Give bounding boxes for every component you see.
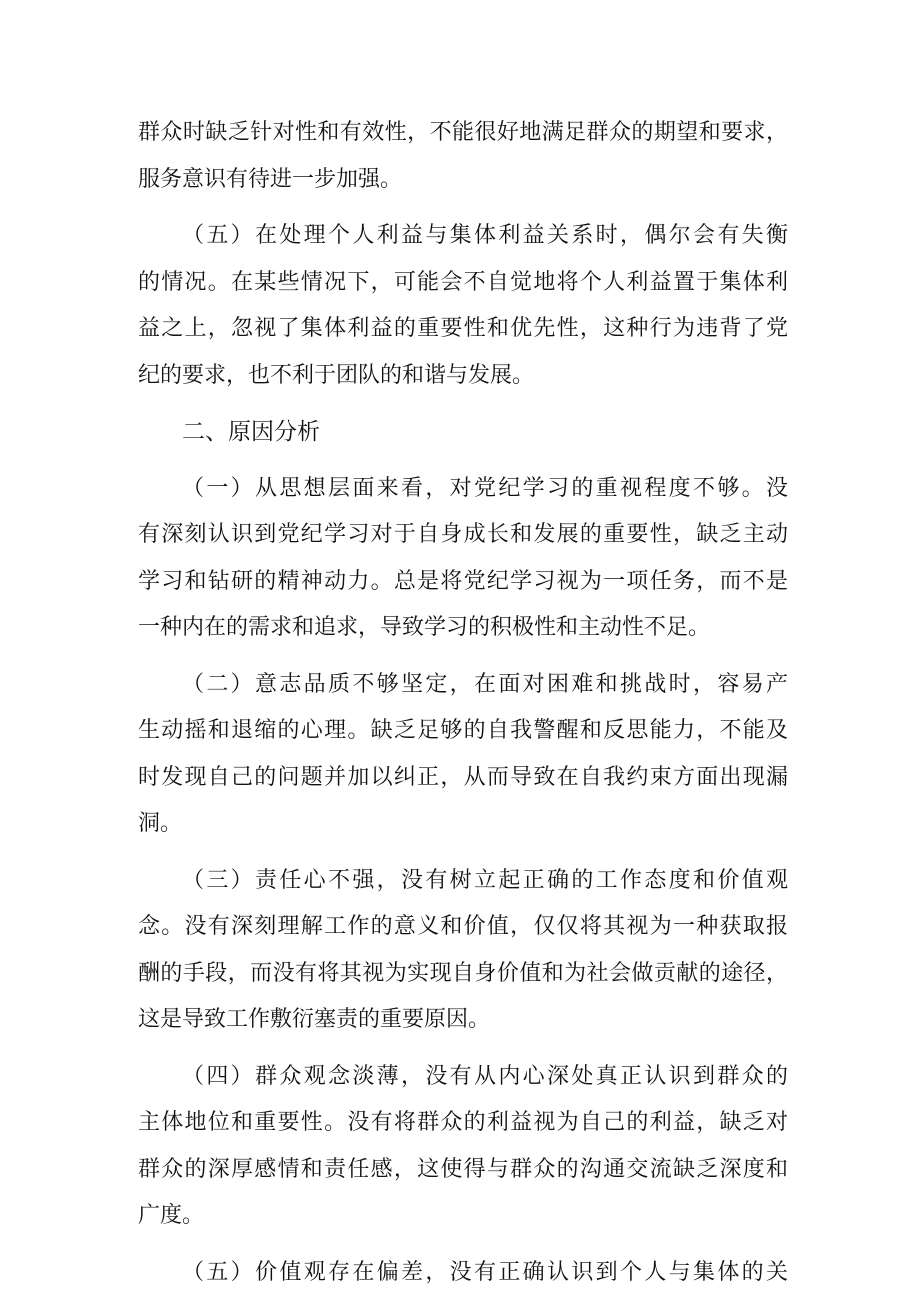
paragraph-line: 一种内在的需求和追求，导致学习的积极性和主动性不足。 xyxy=(138,615,711,640)
paragraph-line: （一）从思想层面来看，对党纪学习的重视程度不够。没 xyxy=(182,475,788,501)
paragraph-line: 群众时缺乏针对性和有效性，不能很好地满足群众的期望和要求， xyxy=(138,120,788,145)
section-heading: 二、原因分析 xyxy=(182,419,320,445)
paragraph-line: 酬的手段，而没有将其视为实现自身价值和为社会做贡献的途径， xyxy=(138,960,788,986)
paragraph-line: 益之上，忽视了集体利益的重要性和优先性，这种行为违背了党 xyxy=(138,316,788,341)
paragraph-line: 纪的要求，也不利于团队的和谐与发展。 xyxy=(138,362,535,388)
paragraph-line: 有深刻认识到党纪学习对于自身成长和发展的重要性，缺乏主动 xyxy=(138,522,788,547)
paragraph-line: （二）意志品质不够坚定，在面对困难和挑战时，容易产 xyxy=(182,671,788,697)
paragraph-line: 群众的深厚感情和责任感，这使得与群众的沟通交流缺乏深度和 xyxy=(138,1156,788,1182)
paragraph-line: （五）价值观存在偏差，没有正确认识到个人与集体的关 xyxy=(182,1259,788,1285)
paragraph-line: （四）群众观念淡薄，没有从内心深处真正认识到群众的 xyxy=(182,1063,788,1089)
paragraph-line: 时发现自己的问题并加以纠正，从而导致在自我约束方面出现漏 xyxy=(138,764,788,790)
document-body xyxy=(138,110,788,1296)
paragraph-line: （五）在处理个人利益与集体利益关系时，偶尔会有失衡 xyxy=(182,223,788,248)
paragraph-line: 学习和钻研的精神动力。总是将党纪学习视为一项任务，而不是 xyxy=(138,568,788,594)
paragraph-line: 主体地位和重要性。没有将群众的利益视为自己的利益，缺乏对 xyxy=(138,1110,788,1135)
paragraph-line: （三）责任心不强，没有树立起正确的工作态度和价值观 xyxy=(182,867,788,893)
paragraph-line: 服务意识有待进一步加强。 xyxy=(138,166,403,192)
paragraph-line: 念。没有深刻理解工作的意义和价值，仅仅将其视为一种获取报 xyxy=(138,914,788,939)
paragraph-line: 的情况。在某些情况下，可能会不自觉地将个人利益置于集体利 xyxy=(138,269,788,295)
paragraph-line: 广度。 xyxy=(138,1203,205,1228)
paragraph-line: 这是导致工作敷衍塞责的重要原因。 xyxy=(138,1007,491,1032)
paragraph-line: 洞。 xyxy=(138,811,183,836)
paragraph-line: 生动摇和退缩的心理。缺乏足够的自我警醒和反思能力，不能及 xyxy=(138,718,788,743)
